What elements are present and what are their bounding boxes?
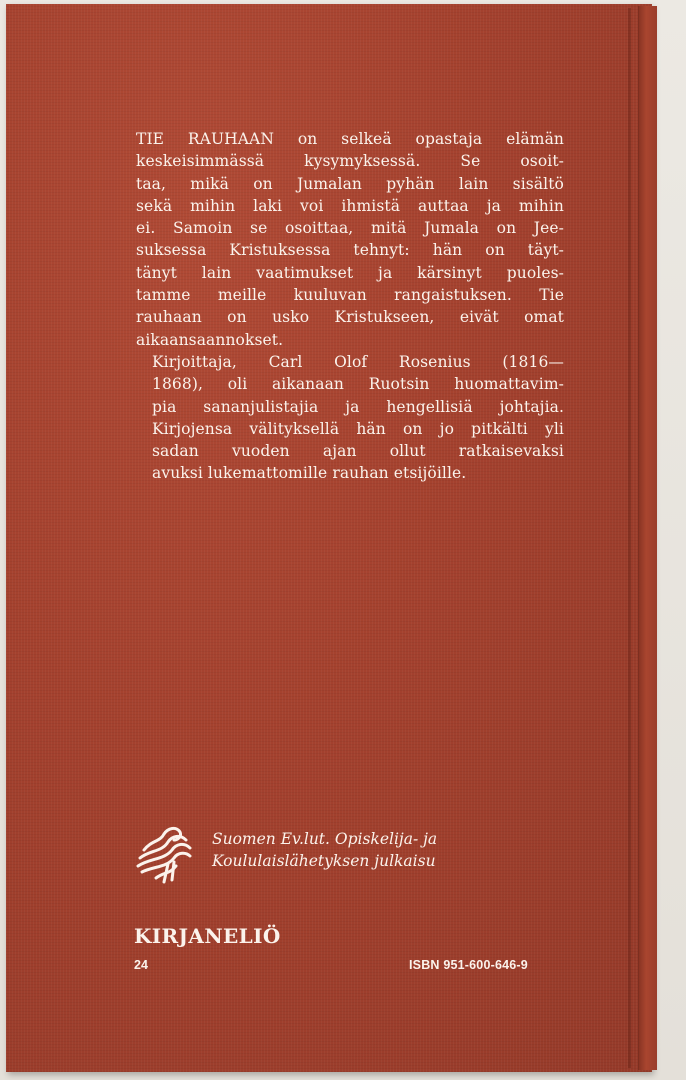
book-spine <box>638 6 657 1070</box>
description-paragraph-2 <box>136 351 564 485</box>
text-line: tamme meille kuuluvan rangaistuksen. Tie <box>136 286 564 305</box>
text-line: ei. Samoin se osoittaa, mitä Jumala on Jee- <box>136 219 564 238</box>
description-text <box>136 128 564 485</box>
text-line: suksessa Kristuksessa tehnyt: hän on täyt- <box>136 241 564 260</box>
text-line: sekä mihin laki voi ihmistä auttaa ja mihin <box>136 196 564 215</box>
text-line: TIE RAUHAAN on selkeä opastaja elämän <box>136 130 564 148</box>
text-line: taa, mikä on Jumalan pyhän lain sisältö <box>136 174 564 193</box>
stylized-wave-bird-logo-icon <box>134 820 196 884</box>
text-line: aikaansaannokset. <box>136 330 284 349</box>
text-line: rauhaan on usko Kristukseen, eivät omat <box>136 308 564 327</box>
text-line: avuksi lukemattomille rauhan etsijöille. <box>152 464 467 483</box>
publisher-text <box>212 828 437 872</box>
publisher-line-2: Koululaislähetyksen julkaisu <box>212 852 436 870</box>
series-number: 24 <box>134 958 148 972</box>
text-line: keskeisimmässä kysymyksessä. Se osoit- <box>136 152 564 171</box>
publisher-block <box>132 820 552 890</box>
text-line: Kirjojensa välityksellä hän on jo pitkälti yli <box>152 419 564 438</box>
isbn: ISBN 951-600-646-9 <box>409 958 528 972</box>
description-paragraph-1 <box>136 128 564 351</box>
series-name: KIRJANELIÖ <box>134 924 281 948</box>
text-line: pia sananjulistajia ja hengellisiä johtajia. <box>152 397 564 416</box>
text-line: 1868), oli aikanaan Ruotsin huomattavim- <box>152 375 564 394</box>
text-line: Kirjoittaja, Carl Olof Rosenius (1816— <box>152 352 564 371</box>
cover-hinge <box>628 8 631 1068</box>
text-line: tänyt lain vaatimukset ja kärsinyt puoles- <box>136 263 564 282</box>
text-line: sadan vuoden ajan ollut ratkaisevaksi <box>152 442 564 461</box>
publisher-line-1: Suomen Ev.lut. Opiskelija- ja <box>212 830 438 848</box>
